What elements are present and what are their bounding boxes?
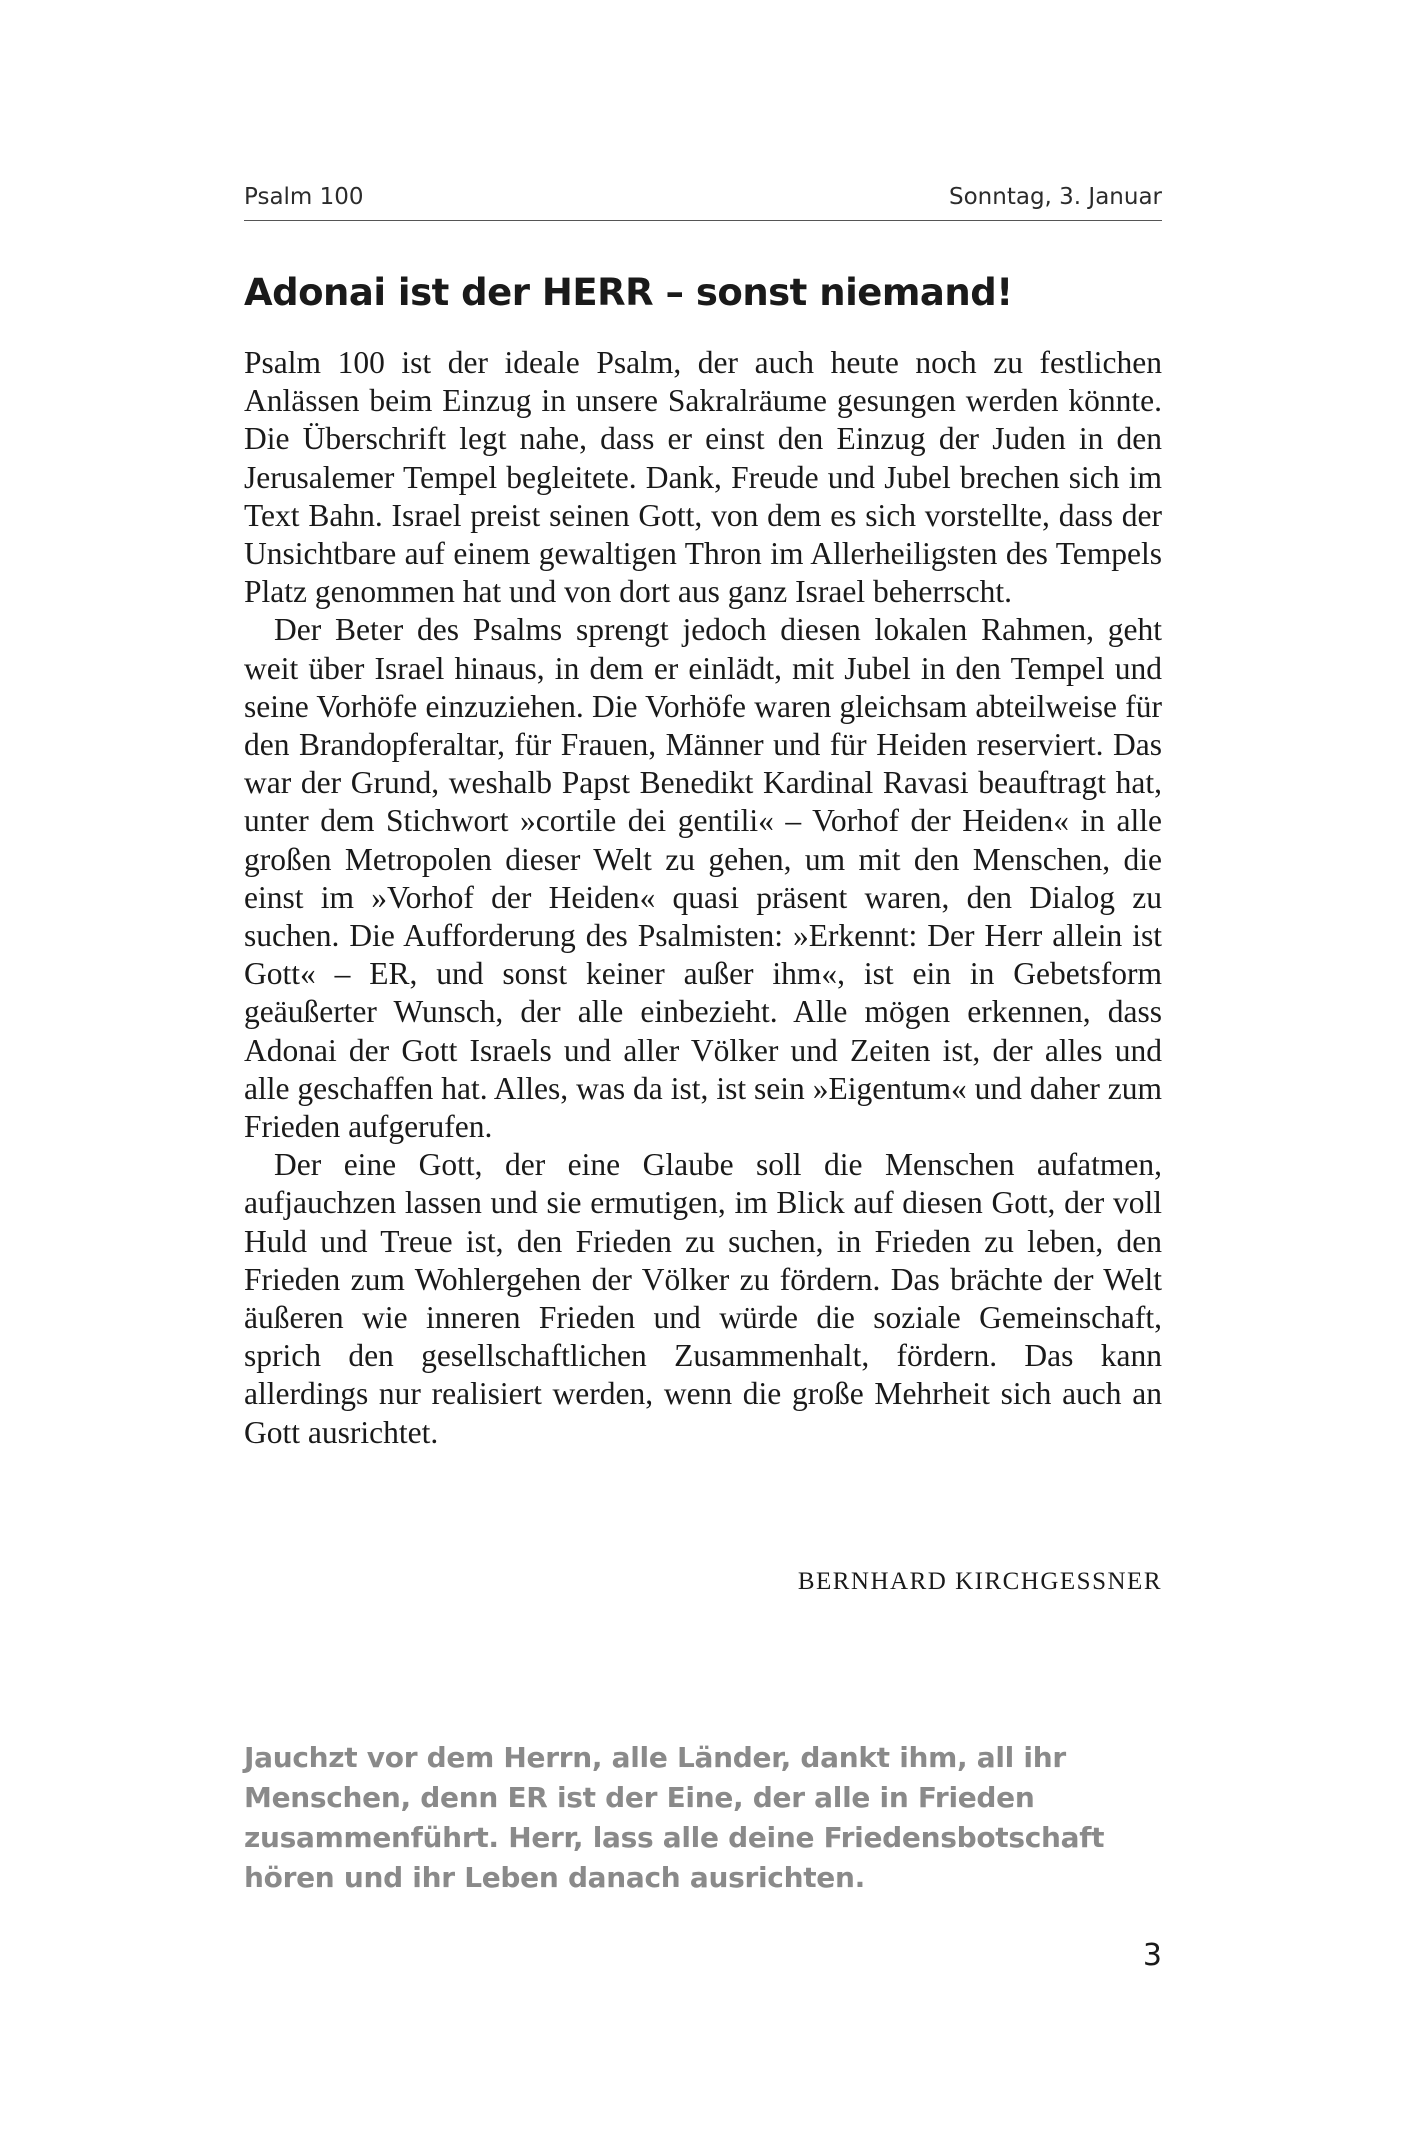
header-date: Sonntag, 3. Januar (949, 184, 1162, 210)
page-number: 3 (1142, 1938, 1162, 1973)
article-title: Adonai ist der HERR – sonst niemand! (244, 271, 1013, 314)
author-name: BERNHARD KIRCHGESSNER (797, 1568, 1162, 1595)
book-page (244, 0, 1162, 2152)
paragraph-2: Der Beter des Psalms sprengt jedoch diesen lokalen Rahmen, geht weit über Israel hinaus, in dem er einlädt, mit Jubel in den Tempel und seine Vorhöfe einzuziehen. Die Vorhöfe waren gleichsam abteilweise für den Brandopferaltar, für Frauen, Männer und für Heiden reserviert. Das war der Grund, weshalb Papst Benedikt Kardinal Ravasi beauftragt hat, unter dem Stichwort »cortile dei gentili« – Vorhof der Heiden« in alle großen Metropolen dieser Welt zu gehen, um mit den Menschen, die einst im »Vorhof der Heiden« quasi präsent waren, den Dialog zu suchen. Die Aufforderung des Psalmisten: »Erkennt: Der Herr allein ist Gott« – ER, und sonst keiner außer ihm«, ist ein in Gebetsform geäußerter Wunsch, der alle einbezieht. Alle mögen erkennen, dass Adonai der Gott Israels und aller Völker und Zeiten ist, der alles und alle geschaffen hat. Alles, was da ist, ist sein »Eigentum« und daher zum Frieden aufgerufen. (244, 612, 1162, 1145)
paragraph-1: Psalm 100 ist der ideale Psalm, der auch heute noch zu festlichen Anlässen beim Einzug in unsere Sakralräume gesungen werden könnte. Die Überschrift legt nahe, dass er einst den Einzug der Juden in den Jerusalemer Tempel begleitete. Dank, Freude und Jubel brechen sich im Text Bahn. Israel preist seinen Gott, von dem es sich vorstellte, dass der Unsichtbare auf einem gewaltigen Thron im Allerheiligsten des Tempels Platz genommen hat und von dort aus ganz Israel beherrscht. (244, 345, 1162, 610)
running-header (244, 184, 1162, 221)
header-psalm-reference: Psalm 100 (244, 184, 364, 210)
paragraph-3: Der eine Gott, der eine Glaube soll die Menschen aufatmen, aufjauchzen lassen und sie ermutigen, im Blick auf diesen Gott, der voll Huld und Treue ist, den Frieden zu suchen, in Frieden zu leben, den Frieden zum Wohlergehen der Völker zu fördern. Das brächte der Welt äußeren wie inneren Frieden und würde die soziale Gemeinschaft, sprich den gesellschaftlichen Zusammenhalt, fördern. Das kann allerdings nur realisiert werden, wenn die große Mehrheit sich auch an Gott ausrichtet. (244, 1147, 1162, 1450)
article-body (244, 344, 1162, 1452)
closing-prayer: Jauchzt vor dem Herrn, alle Länder, dankt ihm, all ihr Menschen, denn ER ist der Eine, der alle in Frieden zusammenführt. Herr, lass alle deine Friedensbotschaft hören und ihr Leben danach ausrichten. (244, 1741, 1105, 1894)
